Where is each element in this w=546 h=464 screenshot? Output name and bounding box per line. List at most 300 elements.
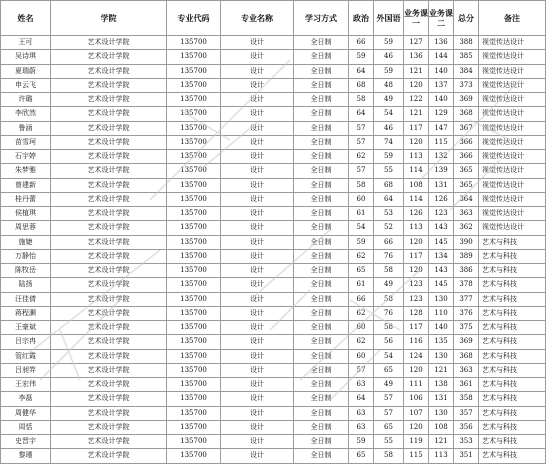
cell-course-two: 130: [429, 406, 454, 420]
cell-college: 艺术设计学院: [51, 278, 167, 292]
cell-major-name: 设计: [221, 392, 294, 406]
cell-politics: 60: [349, 321, 374, 335]
cell-name: 李磊: [1, 392, 51, 406]
cell-foreign-language: 57: [374, 392, 404, 406]
cell-course-one: 114: [404, 164, 429, 178]
table-row: [1, 349, 546, 363]
cell-course-two: 121: [429, 363, 454, 377]
cell-college: 艺术设计学院: [51, 135, 167, 149]
cell-major-name: 设计: [221, 235, 294, 249]
cell-total: 356: [454, 420, 479, 434]
cell-college: 艺术设计学院: [51, 64, 167, 78]
cell-major-name: 设计: [221, 78, 294, 92]
table-row: [1, 292, 546, 306]
cell-total: 362: [454, 221, 479, 235]
cell-politics: 66: [349, 292, 374, 306]
cell-total: 368: [454, 107, 479, 121]
cell-major-code: 135700: [167, 363, 221, 377]
cell-foreign-language: 65: [374, 420, 404, 434]
cell-remarks: 视觉传达设计: [479, 207, 546, 221]
cell-foreign-language: 46: [374, 50, 404, 64]
cell-major-code: 135700: [167, 164, 221, 178]
cell-total: 367: [454, 121, 479, 135]
cell-name: 李欣然: [1, 107, 51, 121]
cell-total: 376: [454, 306, 479, 320]
cell-course-two: 113: [429, 449, 454, 463]
cell-study-mode: 全日制: [294, 420, 349, 434]
cell-major-code: 135700: [167, 278, 221, 292]
cell-college: 艺术设计学院: [51, 36, 167, 50]
cell-politics: 59: [349, 235, 374, 249]
cell-course-one: 121: [404, 107, 429, 121]
table-row: [1, 306, 546, 320]
cell-remarks: 视觉传达设计: [479, 192, 546, 206]
cell-college: 艺术设计学院: [51, 221, 167, 235]
cell-major-name: 设计: [221, 335, 294, 349]
cell-remarks: 艺术与科技: [479, 420, 546, 434]
cell-major-name: 设计: [221, 378, 294, 392]
cell-major-name: 设计: [221, 435, 294, 449]
cell-course-one: 117: [404, 121, 429, 135]
cell-course-one: 113: [404, 221, 429, 235]
cell-foreign-language: 49: [374, 93, 404, 107]
cell-remarks: 艺术与科技: [479, 378, 546, 392]
cell-name: 苗雪珂: [1, 135, 51, 149]
cell-foreign-language: 59: [374, 150, 404, 164]
cell-course-two: 136: [429, 36, 454, 50]
cell-foreign-language: 48: [374, 78, 404, 92]
cell-politics: 60: [349, 349, 374, 363]
cell-major-name: 设计: [221, 292, 294, 306]
cell-study-mode: 全日制: [294, 235, 349, 249]
cell-foreign-language: 58: [374, 292, 404, 306]
cell-college: 艺术设计学院: [51, 235, 167, 249]
cell-total: 389: [454, 249, 479, 263]
cell-major-name: 设计: [221, 449, 294, 463]
cell-politics: 59: [349, 50, 374, 64]
cell-major-code: 135700: [167, 306, 221, 320]
cell-major-code: 135700: [167, 135, 221, 149]
cell-foreign-language: 76: [374, 306, 404, 320]
cell-foreign-language: 46: [374, 121, 404, 135]
cell-politics: 57: [349, 121, 374, 135]
cell-remarks: 视觉传达设计: [479, 150, 546, 164]
cell-major-name: 设计: [221, 64, 294, 78]
cell-politics: 58: [349, 93, 374, 107]
cell-college: 艺术设计学院: [51, 264, 167, 278]
table-row: [1, 164, 546, 178]
cell-foreign-language: 59: [374, 64, 404, 78]
table-row: [1, 135, 546, 149]
cell-study-mode: 全日制: [294, 392, 349, 406]
cell-foreign-language: 56: [374, 335, 404, 349]
cell-remarks: 视觉传达设计: [479, 36, 546, 50]
cell-total: 365: [454, 178, 479, 192]
cell-study-mode: 全日制: [294, 435, 349, 449]
cell-study-mode: 全日制: [294, 178, 349, 192]
cell-major-name: 设计: [221, 93, 294, 107]
header-total: 总分: [454, 1, 479, 36]
cell-major-name: 设计: [221, 264, 294, 278]
cell-course-two: 139: [429, 164, 454, 178]
cell-major-name: 设计: [221, 321, 294, 335]
cell-remarks: 艺术与科技: [479, 278, 546, 292]
cell-politics: 57: [349, 164, 374, 178]
cell-remarks: 视觉传达设计: [479, 121, 546, 135]
table-row: [1, 435, 546, 449]
cell-study-mode: 全日制: [294, 36, 349, 50]
table-row: [1, 264, 546, 278]
cell-total: 373: [454, 78, 479, 92]
cell-major-code: 135700: [167, 64, 221, 78]
cell-politics: 59: [349, 435, 374, 449]
cell-study-mode: 全日制: [294, 164, 349, 178]
cell-major-code: 135700: [167, 392, 221, 406]
cell-name: 周思蓉: [1, 221, 51, 235]
cell-course-one: 126: [404, 207, 429, 221]
cell-major-name: 设计: [221, 363, 294, 377]
cell-politics: 65: [349, 264, 374, 278]
cell-politics: 57: [349, 135, 374, 149]
cell-politics: 68: [349, 78, 374, 92]
cell-course-two: 110: [429, 306, 454, 320]
cell-course-two: 115: [429, 135, 454, 149]
cell-major-code: 135700: [167, 435, 221, 449]
cell-politics: 65: [349, 449, 374, 463]
cell-name: 周恬: [1, 420, 51, 434]
cell-college: 艺术设计学院: [51, 321, 167, 335]
cell-college: 艺术设计学院: [51, 207, 167, 221]
cell-name: 夏瑞蔚: [1, 64, 51, 78]
table-body: [1, 36, 546, 464]
cell-name: 侯植琪: [1, 207, 51, 221]
cell-college: 艺术设计学院: [51, 107, 167, 121]
cell-course-two: 143: [429, 264, 454, 278]
cell-major-name: 设计: [221, 50, 294, 64]
cell-study-mode: 全日制: [294, 363, 349, 377]
cell-course-two: 126: [429, 192, 454, 206]
cell-name: 桂丹蕾: [1, 192, 51, 206]
cell-study-mode: 全日制: [294, 264, 349, 278]
header-course-two: 业务课二: [429, 1, 454, 36]
cell-remarks: 艺术与科技: [479, 292, 546, 306]
cell-name: 吕昶笄: [1, 363, 51, 377]
table-row: [1, 235, 546, 249]
cell-course-two: 145: [429, 278, 454, 292]
cell-name: 王豪斌: [1, 321, 51, 335]
cell-foreign-language: 68: [374, 178, 404, 192]
cell-foreign-language: 64: [374, 192, 404, 206]
cell-course-two: 147: [429, 121, 454, 135]
cell-major-name: 设计: [221, 349, 294, 363]
cell-remarks: 艺术与科技: [479, 435, 546, 449]
cell-course-one: 120: [404, 135, 429, 149]
cell-course-one: 124: [404, 349, 429, 363]
cell-total: 384: [454, 64, 479, 78]
cell-college: 艺术设计学院: [51, 178, 167, 192]
cell-total: 366: [454, 135, 479, 149]
cell-course-one: 120: [404, 363, 429, 377]
cell-study-mode: 全日制: [294, 306, 349, 320]
cell-foreign-language: 76: [374, 249, 404, 263]
cell-major-code: 135700: [167, 249, 221, 263]
cell-remarks: 艺术与科技: [479, 406, 546, 420]
cell-major-code: 135700: [167, 178, 221, 192]
cell-foreign-language: 74: [374, 135, 404, 149]
cell-name: 周健华: [1, 406, 51, 420]
cell-politics: 60: [349, 192, 374, 206]
cell-total: 361: [454, 378, 479, 392]
cell-college: 艺术设计学院: [51, 406, 167, 420]
cell-major-name: 设计: [221, 192, 294, 206]
cell-course-one: 116: [404, 335, 429, 349]
cell-politics: 63: [349, 420, 374, 434]
cell-remarks: 艺术与科技: [479, 264, 546, 278]
cell-foreign-language: 57: [374, 406, 404, 420]
table-row: [1, 378, 546, 392]
cell-politics: 66: [349, 36, 374, 50]
table-row: [1, 192, 546, 206]
cell-name: 吴诗琪: [1, 50, 51, 64]
cell-major-code: 135700: [167, 93, 221, 107]
cell-major-code: 135700: [167, 420, 221, 434]
cell-major-name: 设计: [221, 150, 294, 164]
cell-college: 艺术设计学院: [51, 78, 167, 92]
cell-major-name: 设计: [221, 36, 294, 50]
cell-name: 陆扬: [1, 278, 51, 292]
cell-politics: 62: [349, 335, 374, 349]
cell-course-one: 127: [404, 36, 429, 50]
header-row: [1, 1, 546, 36]
header-college: 学院: [51, 1, 167, 36]
cell-name: 史晋宇: [1, 435, 51, 449]
cell-foreign-language: 49: [374, 278, 404, 292]
table-row: [1, 449, 546, 463]
cell-major-name: 设计: [221, 221, 294, 235]
cell-total: 358: [454, 392, 479, 406]
cell-study-mode: 全日制: [294, 50, 349, 64]
cell-course-one: 121: [404, 64, 429, 78]
cell-course-one: 120: [404, 78, 429, 92]
cell-college: 艺术设计学院: [51, 420, 167, 434]
cell-study-mode: 全日制: [294, 207, 349, 221]
cell-total: 368: [454, 349, 479, 363]
cell-study-mode: 全日制: [294, 135, 349, 149]
cell-total: 365: [454, 164, 479, 178]
table-row: [1, 64, 546, 78]
table-row: [1, 221, 546, 235]
table-row: [1, 50, 546, 64]
cell-politics: 58: [349, 178, 374, 192]
cell-politics: 64: [349, 107, 374, 121]
cell-name: 申云飞: [1, 78, 51, 92]
cell-college: 艺术设计学院: [51, 306, 167, 320]
header-course-one: 业务课一: [404, 1, 429, 36]
cell-college: 艺术设计学院: [51, 164, 167, 178]
cell-major-code: 135700: [167, 321, 221, 335]
cell-study-mode: 全日制: [294, 249, 349, 263]
cell-total: 388: [454, 36, 479, 50]
cell-total: 377: [454, 292, 479, 306]
cell-total: 390: [454, 235, 479, 249]
cell-study-mode: 全日制: [294, 192, 349, 206]
cell-course-one: 120: [404, 235, 429, 249]
cell-course-two: 132: [429, 150, 454, 164]
cell-course-one: 111: [404, 378, 429, 392]
cell-study-mode: 全日制: [294, 335, 349, 349]
cell-major-code: 135700: [167, 349, 221, 363]
cell-major-code: 135700: [167, 292, 221, 306]
cell-foreign-language: 58: [374, 264, 404, 278]
cell-major-name: 设计: [221, 135, 294, 149]
cell-remarks: 艺术与科技: [479, 349, 546, 363]
cell-name: 朱梦雅: [1, 164, 51, 178]
cell-total: 366: [454, 150, 479, 164]
cell-politics: 62: [349, 249, 374, 263]
cell-major-code: 135700: [167, 235, 221, 249]
cell-course-two: 138: [429, 378, 454, 392]
cell-course-one: 128: [404, 306, 429, 320]
cell-remarks: 艺术与科技: [479, 235, 546, 249]
cell-major-code: 135700: [167, 378, 221, 392]
cell-major-name: 设计: [221, 249, 294, 263]
cell-study-mode: 全日制: [294, 292, 349, 306]
cell-major-name: 设计: [221, 178, 294, 192]
cell-course-one: 108: [404, 178, 429, 192]
cell-foreign-language: 59: [374, 36, 404, 50]
cell-study-mode: 全日制: [294, 78, 349, 92]
cell-foreign-language: 65: [374, 363, 404, 377]
cell-course-one: 119: [404, 435, 429, 449]
cell-study-mode: 全日制: [294, 449, 349, 463]
cell-remarks: 艺术与科技: [479, 449, 546, 463]
table-row: [1, 249, 546, 263]
cell-remarks: 视觉传达设计: [479, 64, 546, 78]
table-row: [1, 107, 546, 121]
cell-remarks: 视觉传达设计: [479, 221, 546, 235]
cell-study-mode: 全日制: [294, 93, 349, 107]
cell-course-one: 114: [404, 192, 429, 206]
cell-major-name: 设计: [221, 107, 294, 121]
header-major-name: 专业名称: [221, 1, 294, 36]
cell-course-two: 144: [429, 50, 454, 64]
cell-foreign-language: 55: [374, 435, 404, 449]
cell-course-one: 122: [404, 93, 429, 107]
table-row: [1, 363, 546, 377]
cell-major-name: 设计: [221, 406, 294, 420]
cell-major-code: 135700: [167, 221, 221, 235]
cell-name: 吕宗冉: [1, 335, 51, 349]
cell-name: 汪佳倩: [1, 292, 51, 306]
cell-politics: 61: [349, 207, 374, 221]
cell-remarks: 视觉传达设计: [479, 107, 546, 121]
cell-college: 艺术设计学院: [51, 50, 167, 64]
cell-course-one: 115: [404, 449, 429, 463]
cell-name: 王宏伟: [1, 378, 51, 392]
cell-study-mode: 全日制: [294, 150, 349, 164]
cell-major-code: 135700: [167, 107, 221, 121]
cell-remarks: 艺术与科技: [479, 363, 546, 377]
cell-course-two: 123: [429, 207, 454, 221]
cell-course-two: 140: [429, 64, 454, 78]
cell-study-mode: 全日制: [294, 406, 349, 420]
cell-politics: 57: [349, 363, 374, 377]
cell-major-code: 135700: [167, 150, 221, 164]
cell-major-code: 135700: [167, 335, 221, 349]
cell-name: 施婕: [1, 235, 51, 249]
cell-foreign-language: 66: [374, 235, 404, 249]
table-row: [1, 207, 546, 221]
cell-course-one: 106: [404, 392, 429, 406]
cell-total: 351: [454, 449, 479, 463]
cell-study-mode: 全日制: [294, 278, 349, 292]
table-row: [1, 321, 546, 335]
cell-course-two: 130: [429, 349, 454, 363]
cell-remarks: 视觉传达设计: [479, 135, 546, 149]
cell-remarks: 视觉传达设计: [479, 164, 546, 178]
cell-course-two: 108: [429, 420, 454, 434]
cell-course-one: 107: [404, 406, 429, 420]
header-major-code: 专业代码: [167, 1, 221, 36]
cell-foreign-language: 55: [374, 164, 404, 178]
cell-study-mode: 全日制: [294, 121, 349, 135]
cell-study-mode: 全日制: [294, 107, 349, 121]
cell-foreign-language: 54: [374, 349, 404, 363]
cell-college: 艺术设计学院: [51, 363, 167, 377]
cell-total: 375: [454, 321, 479, 335]
cell-total: 357: [454, 406, 479, 420]
table-row: [1, 406, 546, 420]
cell-foreign-language: 58: [374, 449, 404, 463]
header-foreign-language: 外国语: [374, 1, 404, 36]
cell-major-code: 135700: [167, 192, 221, 206]
cell-course-two: 143: [429, 221, 454, 235]
table-row: [1, 93, 546, 107]
cell-college: 艺术设计学院: [51, 150, 167, 164]
table-row: [1, 78, 546, 92]
table-row: [1, 150, 546, 164]
cell-name: 许璐: [1, 93, 51, 107]
cell-total: 364: [454, 192, 479, 206]
cell-name: 石宇婷: [1, 150, 51, 164]
cell-foreign-language: 52: [374, 221, 404, 235]
cell-remarks: 艺术与科技: [479, 306, 546, 320]
cell-course-one: 113: [404, 150, 429, 164]
cell-college: 艺术设计学院: [51, 249, 167, 263]
header-name: 姓名: [1, 1, 51, 36]
cell-course-two: 135: [429, 335, 454, 349]
cell-name: 王可: [1, 36, 51, 50]
cell-course-two: 130: [429, 292, 454, 306]
cell-study-mode: 全日制: [294, 221, 349, 235]
cell-course-one: 123: [404, 292, 429, 306]
cell-remarks: 视觉传达设计: [479, 93, 546, 107]
cell-politics: 64: [349, 392, 374, 406]
cell-major-code: 135700: [167, 264, 221, 278]
cell-name: 万静怡: [1, 249, 51, 263]
cell-course-two: 121: [429, 435, 454, 449]
cell-total: 363: [454, 207, 479, 221]
cell-major-code: 135700: [167, 449, 221, 463]
cell-total: 378: [454, 278, 479, 292]
header-study-mode: 学习方式: [294, 1, 349, 36]
cell-course-two: 131: [429, 392, 454, 406]
cell-college: 艺术设计学院: [51, 335, 167, 349]
table-row: [1, 420, 546, 434]
header-remarks: 备注: [479, 1, 546, 36]
cell-course-two: 140: [429, 93, 454, 107]
cell-name: 鲁涵: [1, 121, 51, 135]
